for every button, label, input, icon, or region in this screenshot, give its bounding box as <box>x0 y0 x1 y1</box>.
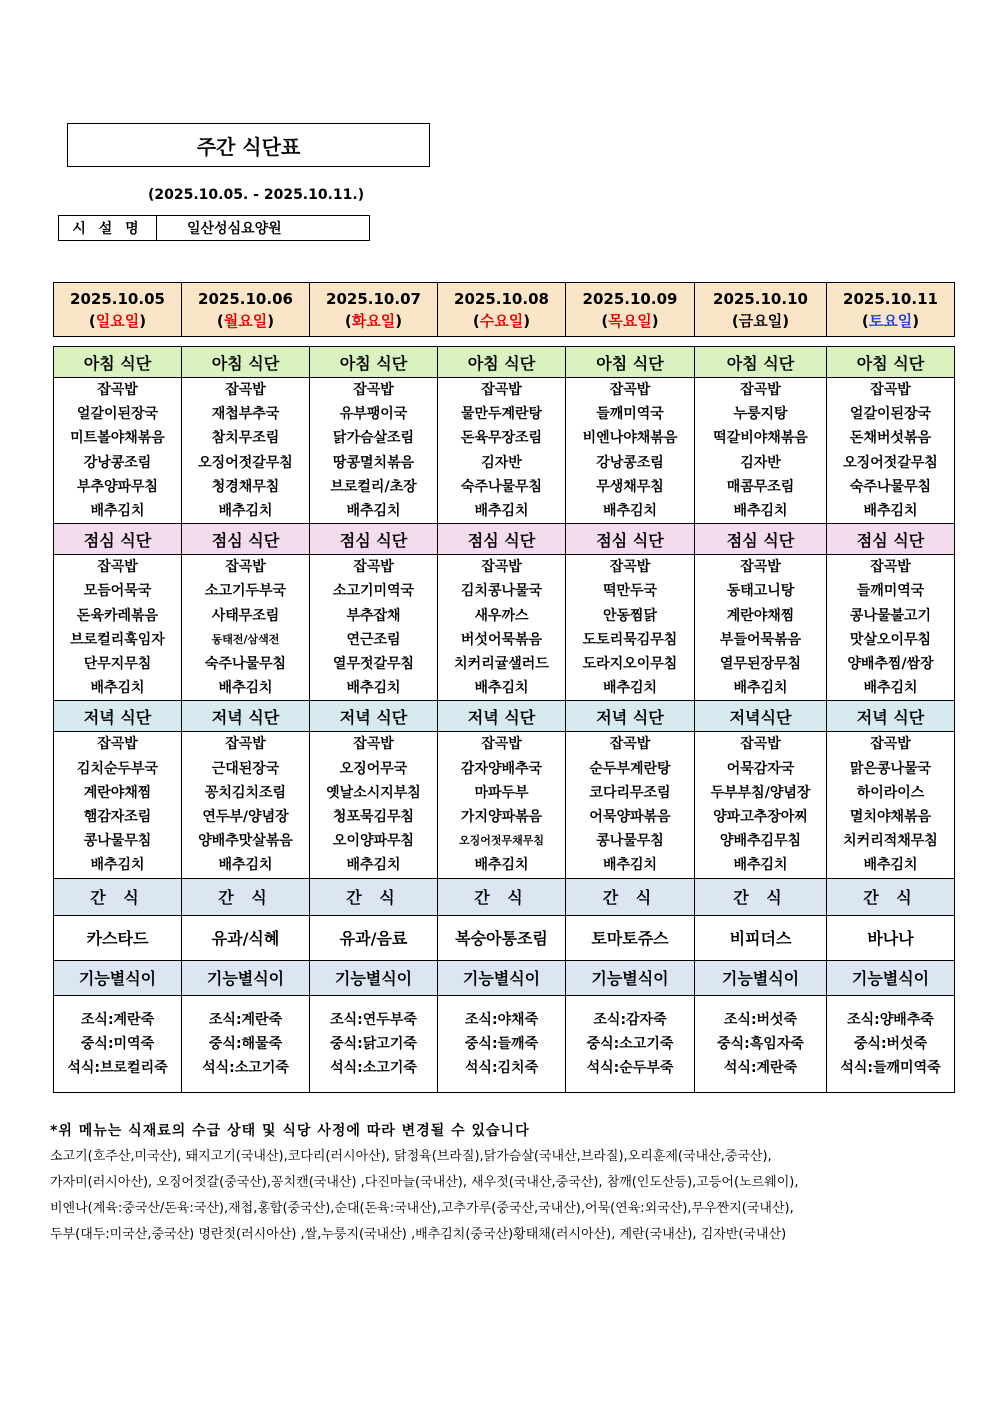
menu-item: 콩나물무침 <box>83 833 152 850</box>
menu-item: 무생채무침 <box>596 478 664 495</box>
functional-cell <box>182 995 310 1092</box>
breakfast-menu-cell <box>695 378 827 524</box>
breakfast-menu-cell <box>566 378 695 524</box>
weekday-label: 수요일 <box>479 311 524 330</box>
menu-item: 양배추김무침 <box>719 833 802 850</box>
weekday-label: 월요일 <box>223 311 268 330</box>
menu-item: 배추김치 <box>218 680 273 697</box>
menu-item: 어묵양파볶음 <box>589 809 671 826</box>
menu-item: 잡곡밥 <box>225 559 266 576</box>
menu-item: 꽁치김치조림 <box>204 784 287 801</box>
weekday-label: 화요일 <box>351 311 396 330</box>
functional-item: 조식:버섯죽 <box>723 1011 798 1028</box>
menu-item: 매콤무조림 <box>726 478 795 495</box>
menu-item: 배추김치 <box>863 857 918 874</box>
dinner-header: 저녁 식단 <box>438 701 566 732</box>
menu-item: 배추김치 <box>90 857 145 874</box>
menu-item: 땅콩멸치볶음 <box>332 454 415 471</box>
menu-item: 동태전/삼색전 <box>211 632 280 646</box>
menu-item: 햄감자조림 <box>83 809 152 826</box>
menu-item: 연두부/양념장 <box>202 809 289 826</box>
functional-item: 석식:들깨미역죽 <box>840 1059 941 1076</box>
menu-item: 잡곡밥 <box>609 559 651 576</box>
menu-item: 순두부계란탕 <box>589 760 671 777</box>
menu-item: 연근조림 <box>346 631 401 648</box>
menu-item: 강낭콩조림 <box>83 454 152 471</box>
snack-row <box>54 915 955 960</box>
day-date: 2025.10.10 <box>713 289 808 308</box>
menu-item: 잡곡밥 <box>225 382 266 398</box>
functional-item: 중식:흑임자죽 <box>717 1035 804 1052</box>
menu-item: 들깨미역국 <box>856 583 925 600</box>
menu-item: 얼갈이된장국 <box>849 406 932 423</box>
menu-item: 맛살오이무침 <box>849 631 932 648</box>
snack-header: 간 식 <box>182 878 310 915</box>
menu-item: 안동찜닭 <box>602 607 658 624</box>
menu-item: 배추김치 <box>474 857 529 874</box>
functional-item: 중식:닭고기죽 <box>330 1035 417 1052</box>
menu-item: 맑은콩나물국 <box>849 760 932 777</box>
lunch-header-row <box>54 524 955 555</box>
lunch-header: 점심 식단 <box>827 524 955 555</box>
weekday-label: 토요일 <box>868 311 913 330</box>
menu-item: 배추김치 <box>602 857 658 874</box>
menu-item: 소고기미역국 <box>332 583 415 600</box>
breakfast-items-row <box>54 378 955 524</box>
menu-item: 동태고니탕 <box>726 583 795 600</box>
breakfast-header: 아침 식단 <box>182 347 310 378</box>
functional-header: 기능별식이 <box>827 960 955 995</box>
functional-item: 석식:김치죽 <box>464 1059 539 1076</box>
day-header-cell <box>54 283 182 337</box>
snack-header: 간 식 <box>438 878 566 915</box>
menu-item: 브로컬리/초장 <box>330 478 417 495</box>
dinner-header: 저녁 식단 <box>827 701 955 732</box>
day-date: 2025.10.08 <box>454 289 549 308</box>
paren-close: ) <box>651 311 659 330</box>
functional-header: 기능별식이 <box>438 960 566 995</box>
functional-item: 석식:브로컬리죽 <box>67 1059 168 1076</box>
menu-item: 콩나물무침 <box>596 833 664 850</box>
snack-header: 간 식 <box>827 878 955 915</box>
menu-item: 양파고추장아찌 <box>713 809 808 826</box>
paren-open: ( <box>344 311 352 330</box>
menu-item: 잡곡밥 <box>97 382 138 398</box>
breakfast-header: 아침 식단 <box>827 347 955 378</box>
paren-close: ) <box>139 311 147 330</box>
menu-item: 청포묵김무침 <box>332 809 415 826</box>
menu-item: 열무된장무침 <box>719 656 802 673</box>
paren-close: ) <box>267 311 275 330</box>
menu-item: 새우까스 <box>474 607 529 624</box>
dinner-header-row <box>54 701 955 732</box>
menu-item: 김자반 <box>481 454 522 471</box>
menu-item: 잡곡밥 <box>481 559 522 576</box>
menu-item: 닭가슴살조림 <box>332 430 415 447</box>
snack-item: 토마토쥬스 <box>566 915 695 960</box>
functional-item: 석식:순두부죽 <box>586 1059 674 1076</box>
menu-item: 배추김치 <box>602 503 658 520</box>
breakfast-menu-cell <box>54 378 182 524</box>
day-weekday-line <box>827 310 954 332</box>
menu-item: 잡곡밥 <box>740 382 781 398</box>
lunch-header: 점심 식단 <box>438 524 566 555</box>
facility-label: 시 설 명 <box>59 216 157 240</box>
menu-item: 잡곡밥 <box>740 736 781 753</box>
menu-item: 강낭콩조림 <box>596 454 664 471</box>
snack-item: 비피더스 <box>695 915 827 960</box>
functional-item: 조식:야채죽 <box>464 1011 539 1028</box>
menu-item: 마파두부 <box>474 784 529 801</box>
functional-cell <box>695 995 827 1092</box>
menu-item: 오징어무국 <box>339 760 408 777</box>
menu-item: 잡곡밥 <box>225 736 266 753</box>
origin-line: 두부(대두:미국산,중국산) 명란젓(러시아산) ,쌀,누룽지(국내산) ,배추김치(중국산)황태채(러시아산), 계란(국내산), 김자반(국내산) <box>50 1227 787 1242</box>
day-weekday-line <box>182 310 309 332</box>
menu-item: 비엔나야채볶음 <box>582 430 678 447</box>
menu-item: 김자반 <box>740 454 781 471</box>
menu-item: 멸치야채볶음 <box>849 809 932 826</box>
menu-item: 모듬어묵국 <box>83 583 152 600</box>
snack-header: 간 식 <box>695 878 827 915</box>
dinner-header: 저녁 식단 <box>182 701 310 732</box>
lunch-menu-cell <box>827 555 955 701</box>
menu-item: 숙주나물무침 <box>460 478 543 495</box>
functional-header: 기능별식이 <box>695 960 827 995</box>
day-header-cell <box>827 283 955 337</box>
menu-item: 배추김치 <box>90 503 145 520</box>
breakfast-menu-cell <box>182 378 310 524</box>
menu-item: 오징어젓갈무침 <box>843 454 938 471</box>
menu-item: 도라지오이무침 <box>582 656 678 673</box>
breakfast-header: 아침 식단 <box>566 347 695 378</box>
menu-item: 배추김치 <box>474 680 529 697</box>
menu-item: 부들어묵볶음 <box>719 631 802 648</box>
facility-name: 일산성심요양원 <box>187 221 282 237</box>
day-weekday-line <box>566 310 694 332</box>
snack-item: 복숭아통조림 <box>438 915 566 960</box>
menu-item: 잡곡밥 <box>870 382 911 398</box>
weekly-menu-table <box>53 346 955 1093</box>
menu-item: 콩나물불고기 <box>849 607 932 624</box>
functional-item: 조식:양배추죽 <box>847 1011 934 1028</box>
day-weekday-line <box>438 310 565 332</box>
dinner-header: 저녁 식단 <box>310 701 438 732</box>
menu-item: 단무지무침 <box>83 656 152 673</box>
lunch-header: 점심 식단 <box>54 524 182 555</box>
menu-item: 떡갈비야채볶음 <box>713 430 808 447</box>
menu-item: 배추김치 <box>863 680 918 697</box>
paren-open: ( <box>216 311 224 330</box>
lunch-menu-cell <box>566 555 695 701</box>
functional-item: 석식:계란죽 <box>723 1059 798 1076</box>
weekday-label: (금요일) <box>731 311 790 330</box>
menu-item: 치커리적채무침 <box>843 833 938 850</box>
snack-header: 간 식 <box>310 878 438 915</box>
menu-item: 두부부침/양념장 <box>710 784 811 801</box>
snack-item: 유과/식혜 <box>182 915 310 960</box>
menu-item: 배추김치 <box>474 503 529 520</box>
paren-close: ) <box>395 311 403 330</box>
menu-item: 코다리무조림 <box>589 784 671 801</box>
menu-item: 소고기두부국 <box>204 583 287 600</box>
menu-item: 잡곡밥 <box>97 736 138 753</box>
weekday-label: 일요일 <box>95 311 140 330</box>
menu-item: 숙주나물무침 <box>204 656 287 673</box>
menu-item: 감자양배추국 <box>460 760 543 777</box>
snack-item: 바나나 <box>827 915 955 960</box>
menu-item: 잡곡밥 <box>609 382 651 398</box>
snack-header: 간 식 <box>54 878 182 915</box>
menu-item: 돈채버섯볶음 <box>849 430 932 447</box>
menu-item: 돈육카레볶음 <box>76 607 159 624</box>
menu-item: 숙주나물무침 <box>849 478 932 495</box>
lunch-menu-cell <box>182 555 310 701</box>
day-weekday-line <box>695 310 826 332</box>
menu-item: 오징어젓갈무침 <box>198 454 293 471</box>
menu-item: 잡곡밥 <box>481 736 522 753</box>
functional-header: 기능별식이 <box>182 960 310 995</box>
paren-open: ( <box>88 311 96 330</box>
breakfast-header: 아침 식단 <box>310 347 438 378</box>
menu-item: 부추양파무침 <box>76 478 159 495</box>
functional-item: 조식:감자죽 <box>593 1011 667 1028</box>
weekday-label: 목요일 <box>608 311 652 330</box>
lunch-header: 점심 식단 <box>310 524 438 555</box>
menu-item: 물만두계란탕 <box>460 406 543 423</box>
menu-item: 가지양파볶음 <box>460 809 543 826</box>
lunch-menu-cell <box>54 555 182 701</box>
notes-section <box>50 1118 960 1248</box>
functional-cell <box>827 995 955 1092</box>
menu-item: 잡곡밥 <box>353 736 394 753</box>
dinner-header: 저녁 식단 <box>54 701 182 732</box>
paren-open: ( <box>861 311 869 330</box>
snack-header: 간 식 <box>566 878 695 915</box>
menu-item: 배추김치 <box>218 503 273 520</box>
snack-item: 카스타드 <box>54 915 182 960</box>
lunch-items-row <box>54 555 955 701</box>
menu-item: 열무젓갈무침 <box>332 656 415 673</box>
menu-item: 잡곡밥 <box>740 559 781 576</box>
lunch-menu-cell <box>438 555 566 701</box>
menu-item: 재첩부추국 <box>211 406 280 423</box>
functional-row <box>54 995 955 1092</box>
menu-item: 배추김치 <box>733 680 788 697</box>
paren-close: ) <box>523 311 531 330</box>
menu-item: 잡곡밥 <box>353 382 394 398</box>
menu-item: 김치콩나물국 <box>460 583 543 600</box>
origin-line: 소고기(호주산,미국산), 돼지고기(국내산),코다리(러시아산), 닭정육(브라질),닭가슴살(국내산,브라질),오리훈제(국내산,중국산), <box>50 1149 772 1164</box>
breakfast-menu-cell <box>827 378 955 524</box>
breakfast-header: 아침 식단 <box>695 347 827 378</box>
snack-item: 유과/음료 <box>310 915 438 960</box>
dinner-header: 저녁 식단 <box>566 701 695 732</box>
functional-item: 중식:소고기죽 <box>586 1035 674 1052</box>
menu-item: 배추김치 <box>346 857 401 874</box>
menu-item: 유부팽이국 <box>339 406 408 423</box>
menu-item: 치커리귤샐러드 <box>454 656 549 673</box>
day-date: 2025.10.09 <box>582 289 678 308</box>
functional-cell <box>54 995 182 1092</box>
page-title: 주간 식단표 <box>67 123 430 167</box>
menu-item: 배추김치 <box>346 503 401 520</box>
origin-line: 가자미(러시아산), 오징어젓갈(중국산),꽁치캔(국내산) ,다진마늘(국내산), 새우젓(국내산,중국산), 참깨(인도산등),고등어(노르웨이), <box>50 1175 799 1190</box>
day-header-cell <box>566 283 695 337</box>
menu-item: 미트볼야채볶음 <box>70 430 165 447</box>
menu-item: 양배추찜/쌈장 <box>847 656 934 673</box>
functional-header: 기능별식이 <box>310 960 438 995</box>
menu-item: 잡곡밥 <box>481 382 522 398</box>
menu-item: 오징어젓무채무침 <box>458 834 544 848</box>
menu-item: 김치순두부국 <box>76 760 159 777</box>
lunch-header: 점심 식단 <box>182 524 310 555</box>
menu-item: 배추김치 <box>346 680 401 697</box>
functional-item: 석식:소고기죽 <box>330 1059 417 1076</box>
dinner-menu-cell <box>310 732 438 878</box>
menu-item: 계란야채찜 <box>83 784 152 801</box>
paren-open: ( <box>472 311 480 330</box>
menu-item: 떡만두국 <box>602 583 658 600</box>
date-header-table <box>53 282 955 337</box>
functional-item: 조식:계란죽 <box>208 1011 283 1028</box>
menu-item: 사태무조림 <box>211 607 280 624</box>
menu-item: 잡곡밥 <box>609 736 651 753</box>
dinner-menu-cell <box>182 732 310 878</box>
menu-item: 배추김치 <box>733 503 788 520</box>
menu-item: 배추김치 <box>733 857 788 874</box>
functional-item: 중식:해물죽 <box>208 1035 283 1052</box>
dinner-menu-cell <box>827 732 955 878</box>
day-header-cell <box>310 283 438 337</box>
menu-item: 계란야채찜 <box>726 607 795 624</box>
menu-item: 배추김치 <box>602 680 658 697</box>
menu-item: 오이양파무침 <box>332 833 415 850</box>
functional-cell <box>566 995 695 1092</box>
paren-open: ( <box>601 311 609 330</box>
day-date: 2025.10.07 <box>326 289 421 308</box>
day-weekday-line <box>310 310 437 332</box>
menu-item: 배추김치 <box>863 503 918 520</box>
menu-item: 양배추맛살볶음 <box>198 833 293 850</box>
menu-item: 옛날소시지부침 <box>326 784 421 801</box>
menu-item: 하이라이스 <box>856 784 925 801</box>
menu-item: 잡곡밥 <box>97 559 138 576</box>
breakfast-menu-cell <box>438 378 566 524</box>
breakfast-header: 아침 식단 <box>54 347 182 378</box>
lunch-menu-cell <box>695 555 827 701</box>
lunch-header: 점심 식단 <box>695 524 827 555</box>
functional-cell <box>438 995 566 1092</box>
lunch-menu-cell <box>310 555 438 701</box>
menu-item: 잡곡밥 <box>870 559 911 576</box>
menu-item: 브로컬리훅임자 <box>70 631 165 648</box>
functional-cell <box>310 995 438 1092</box>
functional-header: 기능별식이 <box>566 960 695 995</box>
functional-item: 석식:소고기죽 <box>202 1059 289 1076</box>
menu-item: 잡곡밥 <box>353 559 394 576</box>
functional-item: 중식:미역죽 <box>80 1035 155 1052</box>
day-date: 2025.10.11 <box>843 289 938 308</box>
functional-item: 조식:연두부죽 <box>330 1011 417 1028</box>
day-date: 2025.10.05 <box>70 289 165 308</box>
dinner-menu-cell <box>566 732 695 878</box>
functional-header-row <box>54 960 955 995</box>
dinner-menu-cell <box>438 732 566 878</box>
menu-item: 도토리묵김무침 <box>582 631 678 648</box>
menu-item: 부추잡채 <box>346 607 401 624</box>
menu-item: 참치무조림 <box>211 430 280 447</box>
paren-close: ) <box>912 311 920 330</box>
day-header-cell <box>182 283 310 337</box>
menu-item: 누룽지탕 <box>733 406 788 423</box>
origin-line: 비엔나(계육:중국산/돈육:국산),재첩,홍합(중국산),순대(돈육:국내산),고추가루(중국산,국내산),어묵(연육:외국산),무우짠지(국내산), <box>50 1201 794 1216</box>
menu-item: 얼갈이된장국 <box>76 406 159 423</box>
breakfast-header: 아침 식단 <box>438 347 566 378</box>
breakfast-header-row <box>54 347 955 378</box>
menu-item: 들깨미역국 <box>596 406 664 423</box>
day-date: 2025.10.06 <box>198 289 293 308</box>
menu-item: 근대된장국 <box>211 760 280 777</box>
menu-period: (2025.10.05. - 2025.10.11.) <box>148 187 365 203</box>
menu-item: 배추김치 <box>90 680 145 697</box>
dinner-menu-cell <box>695 732 827 878</box>
breakfast-menu-cell <box>310 378 438 524</box>
functional-header: 기능별식이 <box>54 960 182 995</box>
dinner-items-row <box>54 732 955 878</box>
dinner-header: 저녁식단 <box>695 701 827 732</box>
menu-item: 배추김치 <box>218 857 273 874</box>
notice-text: *위 메뉴는 식재료의 수급 상태 및 식당 사정에 따라 변경될 수 있습니다 <box>50 1123 530 1139</box>
facility-box <box>58 215 370 241</box>
menu-item: 버섯어묵볶음 <box>460 631 543 648</box>
menu-item: 잡곡밥 <box>870 736 911 753</box>
day-weekday-line <box>54 310 181 332</box>
dinner-menu-cell <box>54 732 182 878</box>
lunch-header: 점심 식단 <box>566 524 695 555</box>
menu-item: 청경채무침 <box>211 478 280 495</box>
functional-item: 중식:들깨죽 <box>464 1035 539 1052</box>
menu-item: 어묵감자국 <box>726 760 795 777</box>
day-header-cell <box>438 283 566 337</box>
functional-item: 중식:버섯죽 <box>853 1035 928 1052</box>
menu-item: 돈육무장조림 <box>460 430 543 447</box>
functional-item: 조식:계란죽 <box>80 1011 155 1028</box>
day-header-cell <box>695 283 827 337</box>
snack-header-row <box>54 878 955 915</box>
